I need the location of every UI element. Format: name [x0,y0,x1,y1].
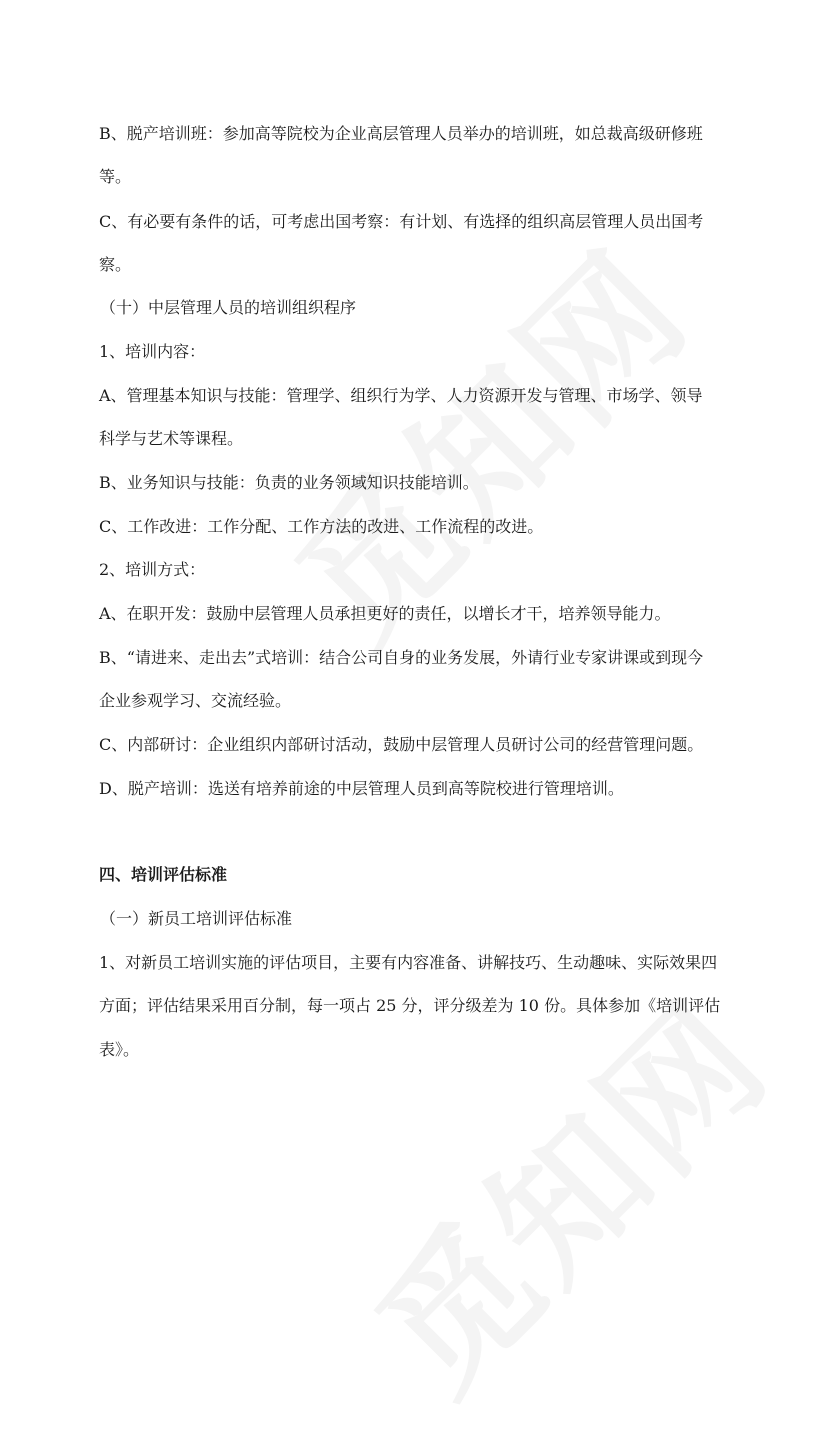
paragraph-line: 表》。 [99,1040,140,1059]
paragraph-line: B、业务知识与技能：负责的业务领域知识技能培训。 [99,473,479,492]
paragraph-line: A、管理基本知识与技能：管理学、组织行为学、人力资源开发与管理、市场学、领导 [99,386,703,405]
paragraph-line: C、工作改进：工作分配、工作方法的改进、工作流程的改进。 [99,517,544,536]
paragraph-line: C、有必要有条件的话，可考虑出国考察：有计划、有选择的组织高层管理人员出国考 [99,212,704,231]
paragraph-line: A、在职开发：鼓励中层管理人员承担更好的责任，以增长才干，培养领导能力。 [99,604,671,623]
paragraph-line: 1、培训内容： [99,342,206,361]
paragraph-line: 方面；评估结果采用百分制，每一项占 25 分，评分级差为 10 份。具体参加《培训评估 [99,996,721,1015]
paragraph-line: 察。 [99,255,132,274]
paragraph-line: 等。 [99,167,132,186]
paragraph-line: 1、对新员工培训实施的评估项目，主要有内容准备、讲解技巧、生动趣味、实际效果四 [99,953,718,972]
section-subheading: （一）新员工培训评估标准 [100,909,293,928]
paragraph-line: 企业参观学习、交流经验。 [99,691,292,710]
paragraph-line: B、脱产培训班：参加高等院校为企业高层管理人员举办的培训班，如总裁高级研修班 [99,124,703,143]
paragraph-line: 2、培训方式： [99,560,206,579]
section-subheading: （十）中层管理人员的培训组织程序 [100,298,357,317]
watermark [322,946,806,1430]
paragraph-line: C、内部研讨：企业组织内部研讨活动，鼓励中层管理人员研讨公司的经营管理问题。 [99,735,704,754]
paragraph-line: D、脱产培训：选送有培养前途的中层管理人员到高等院校进行管理培训。 [99,779,624,798]
paragraph-line: 科学与艺术等课程。 [99,429,244,448]
paragraph-line: B、“请进来、走出去”式培训：结合公司自身的业务发展，外请行业专家讲课或到现今 [99,648,704,667]
section-heading: 四、培训评估标准 [99,865,228,884]
